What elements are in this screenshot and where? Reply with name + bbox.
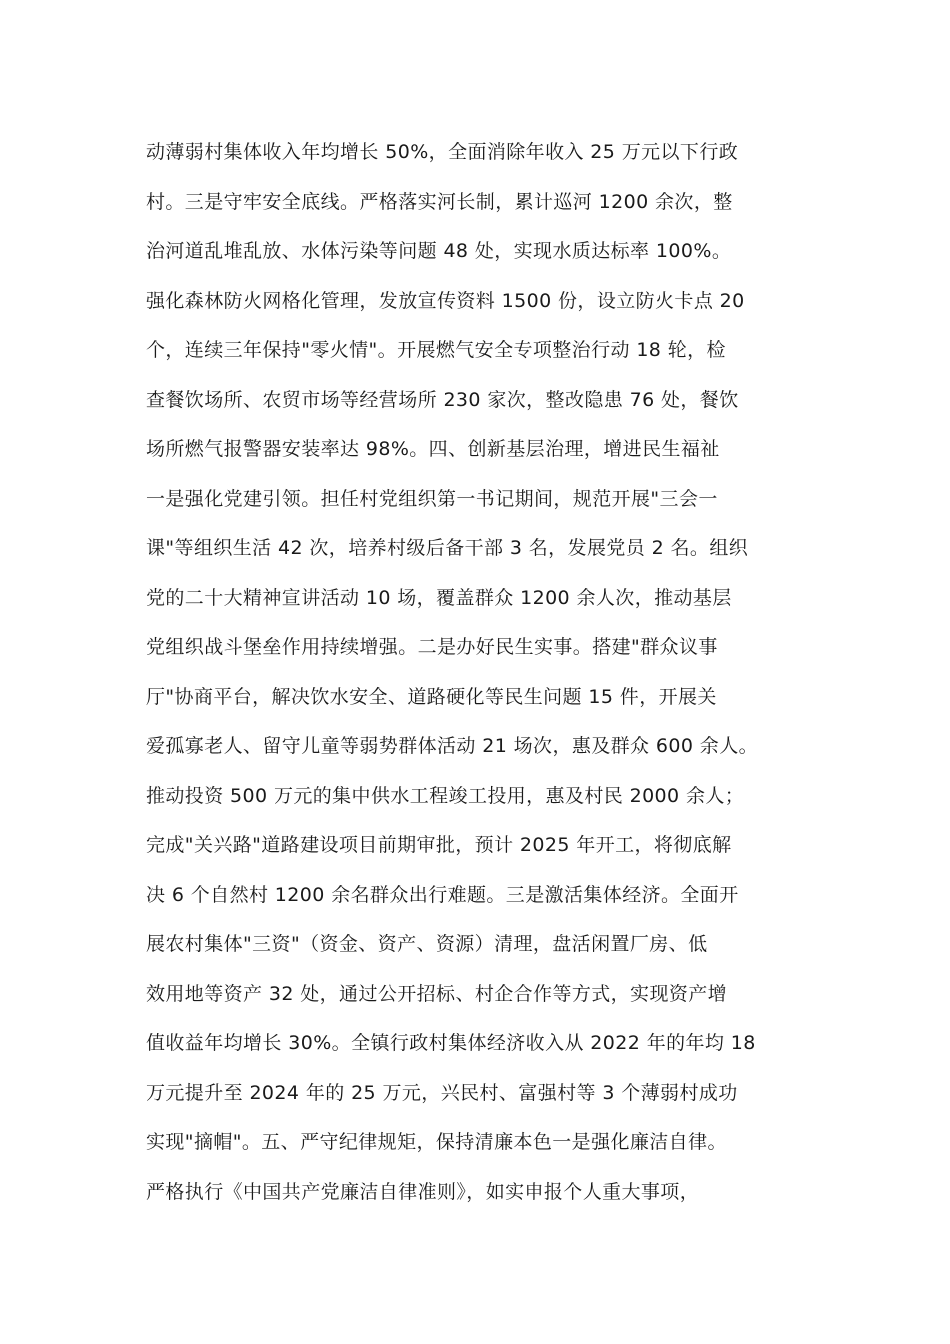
text-line: 值收益年均增长 30%。全镇行政村集体经济收入从 2022 年的年均 18 xyxy=(146,1032,756,1054)
text-line: 个，连续三年保持"零火情"。开展燃气安全专项整治行动 18 轮，检 xyxy=(146,339,726,361)
text-line: 爱孤寡老人、留守儿童等弱势群体活动 21 场次，惠及群众 600 余人。 xyxy=(146,735,759,757)
text-line: 实现"摘帽"。五、严守纪律规矩，保持清廉本色一是强化廉洁自律。 xyxy=(146,1131,727,1153)
text-line: 决 6 个自然村 1200 余名群众出行难题。三是激活集体经济。全面开 xyxy=(146,883,739,906)
text-line: 强化森林防火网格化管理，发放宣传资料 1500 份，设立防火卡点 20 xyxy=(146,289,745,312)
text-line: 一是强化党建引领。担任村党组织第一书记期间，规范开展"三会一 xyxy=(146,487,718,510)
text-line: 完成"关兴路"道路建设项目前期审批，预计 2025 年开工，将彻底解 xyxy=(146,834,732,856)
text-line: 效用地等资产 32 处，通过公开招标、村企合作等方式，实现资产增 xyxy=(146,982,728,1005)
text-line: 场所燃气报警器安装率达 98%。四、创新基层治理，增进民生福祉 xyxy=(146,438,720,460)
text-line: 村。三是守牢安全底线。严格落实河长制，累计巡河 1200 余次，整 xyxy=(146,190,733,213)
text-line: 展农村集体"三资"（资金、资产、资源）清理，盘活闲置厂房、低 xyxy=(146,933,708,955)
body-text xyxy=(146,128,826,1217)
text-line: 党的二十大精神宣讲活动 10 场，覆盖群众 1200 余人次，推动基层 xyxy=(146,586,732,609)
text-line: 厅"协商平台，解决饮水安全、道路硬化等民生问题 15 件，开展关 xyxy=(146,685,717,708)
text-line: 党组织战斗堡垒作用持续增强。二是办好民生实事。搭建"群众议事 xyxy=(146,636,718,658)
text-line: 治河道乱堆乱放、水体污染等问题 48 处，实现水质达标率 100%。 xyxy=(146,240,732,262)
text-line: 推动投资 500 万元的集中供水工程竣工投用，惠及村民 2000 余人； xyxy=(146,784,745,807)
text-line: 万元提升至 2024 年的 25 万元，兴民村、富强村等 3 个薄弱村成功 xyxy=(146,1081,738,1104)
text-line: 课"等组织生活 42 次，培养村级后备干部 3 名，发展党员 2 名。组织 xyxy=(146,537,749,559)
text-line: 查餐饮场所、农贸市场等经营场所 230 家次，整改隐患 76 处，餐饮 xyxy=(146,388,739,411)
text-line: 严格执行《中国共产党廉洁自律准则》，如实申报个人重大事项， xyxy=(146,1180,700,1203)
text-line: 动薄弱村集体收入年均增长 50%，全面消除年收入 25 万元以下行政 xyxy=(146,141,739,163)
